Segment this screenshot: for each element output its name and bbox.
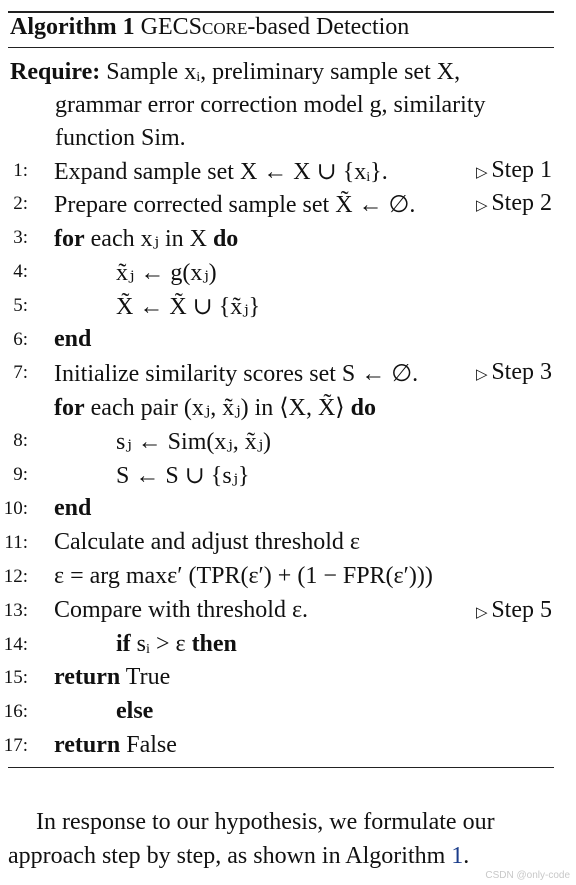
line-number: 7: [13, 362, 28, 383]
line-text: X̃ ← X̃ ∪ {x̃ⱼ} [116, 294, 261, 320]
require-label: Require: [10, 59, 101, 85]
paragraph-line: In response to our hypothesis, we formulate our [36, 809, 495, 835]
algorithm-line [0, 326, 560, 360]
algorithm-line [0, 495, 560, 529]
line-text: Expand sample set X ← X ∪ {xᵢ}. [54, 159, 388, 185]
line-content [54, 529, 360, 556]
algorithm-line [0, 597, 560, 631]
line-text: sⱼ ← Sim(xⱼ, x̃ⱼ) [116, 429, 272, 455]
line-number: 14: [3, 634, 28, 655]
step-label: Step 5 [491, 597, 552, 623]
line-number: 16: [3, 701, 28, 722]
line-text: each pair (xⱼ, x̃ⱼ) in ⟨X, X̃⟩ [84, 395, 351, 421]
require-block [10, 56, 558, 155]
keyword: end [54, 495, 92, 521]
keyword: end [54, 326, 92, 352]
algorithm-line [0, 359, 560, 393]
watermark: CSDN @only-code [485, 870, 570, 881]
keyword: for [54, 226, 85, 252]
line-content [54, 732, 177, 759]
line-content [54, 326, 91, 353]
line-content [54, 495, 91, 522]
step-label: Step 1 [491, 157, 552, 183]
algorithm-line [0, 631, 560, 665]
line-content [54, 157, 388, 186]
line-content [54, 224, 238, 253]
require-text: Sample xᵢ, preliminary sample set X, [106, 59, 461, 85]
line-text: S ← S ∪ {sⱼ} [116, 463, 250, 489]
line-number: 11: [4, 532, 28, 553]
line-text: ε = arg maxε′ (TPR(ε′) + (1 − FPR(ε′))) [54, 563, 433, 589]
algorithm-line [0, 190, 560, 224]
line-text: Initialize similarity scores set S ← ∅. [54, 361, 419, 387]
algorithm-line [0, 698, 560, 732]
line-number: 5: [13, 295, 28, 316]
line-content [116, 461, 250, 490]
line-number: 13: [3, 600, 28, 621]
triangle-right-icon: ▷ [476, 605, 492, 621]
bottom-rule [8, 767, 554, 768]
step-comment [476, 190, 552, 217]
line-text: Calculate and adjust threshold ε [54, 529, 360, 555]
triangle-right-icon: ▷ [476, 367, 492, 383]
line-text: Prepare corrected sample set X̃ ← ∅. [54, 192, 416, 218]
line-number: 8: [13, 430, 28, 451]
keyword: else [116, 698, 154, 724]
algorithm-title-suffix: -based Detection [247, 14, 410, 40]
algorithm-line [0, 664, 560, 698]
step-comment [476, 359, 552, 386]
step-comment [476, 597, 552, 624]
algorithm-line [0, 292, 560, 326]
line-content [54, 359, 418, 388]
line-text: each xⱼ in X [84, 226, 213, 252]
keyword: if [116, 631, 131, 657]
line-number: 9: [13, 464, 28, 485]
triangle-right-icon: ▷ [476, 198, 492, 214]
line-text: sᵢ > ε [130, 631, 192, 657]
algorithm-line [0, 427, 560, 461]
algorithm-line [0, 461, 560, 495]
line-number: 4: [13, 261, 28, 282]
require-line: function Sim. [55, 125, 186, 151]
algorithm-line [0, 563, 560, 597]
algorithm-line [0, 393, 560, 427]
algorithm-title-name: GECScore [140, 14, 248, 40]
body-paragraph [8, 805, 556, 873]
line-content [54, 393, 376, 422]
line-content [116, 427, 271, 456]
keyword: do [350, 395, 377, 421]
line-content [116, 631, 237, 658]
line-content [116, 698, 153, 725]
line-number: 3: [13, 227, 28, 248]
keyword: then [191, 631, 237, 657]
line-text: True [120, 664, 171, 690]
line-content [54, 664, 170, 691]
top-rule [8, 11, 554, 13]
step-label: Step 2 [491, 190, 552, 216]
algorithm-reference-link[interactable]: 1 [451, 843, 464, 869]
step-label: Step 3 [491, 359, 552, 385]
line-number: 17: [3, 735, 28, 756]
keyword: return [54, 664, 121, 690]
require-line [10, 56, 558, 89]
algorithm-line [0, 224, 560, 258]
line-number: 6: [13, 329, 28, 350]
line-content [54, 190, 415, 219]
line-content [54, 563, 433, 590]
keyword: return [54, 732, 121, 758]
step-comment [476, 157, 552, 184]
line-number: 15: [3, 667, 28, 688]
paragraph-text: . [463, 843, 470, 869]
line-text: False [120, 732, 177, 758]
line-content [54, 597, 308, 624]
line-number: 1: [13, 160, 28, 181]
line-number: 2: [13, 193, 28, 214]
paragraph-line [8, 839, 556, 873]
algorithm-line [0, 258, 560, 292]
algorithm-line [0, 157, 560, 191]
algorithm-title [10, 14, 409, 41]
require-line: grammar error correction model g, similarity [55, 92, 486, 118]
keyword: do [212, 226, 239, 252]
triangle-right-icon: ▷ [476, 165, 492, 181]
keyword: for [54, 395, 85, 421]
line-number: 12: [3, 566, 28, 587]
paragraph-text: approach step by step, as shown in Algorithm [8, 843, 452, 869]
algorithm-line [0, 529, 560, 563]
line-text: x̃ⱼ ← g(xⱼ) [116, 260, 217, 286]
algorithm-title-prefix: Algorithm 1 [10, 14, 135, 40]
algorithm-line [0, 732, 560, 766]
line-content [116, 258, 217, 287]
line-text: Compare with threshold ε. [54, 597, 309, 623]
line-content [116, 292, 260, 321]
title-rule [8, 47, 554, 48]
line-number: 10: [3, 498, 28, 519]
